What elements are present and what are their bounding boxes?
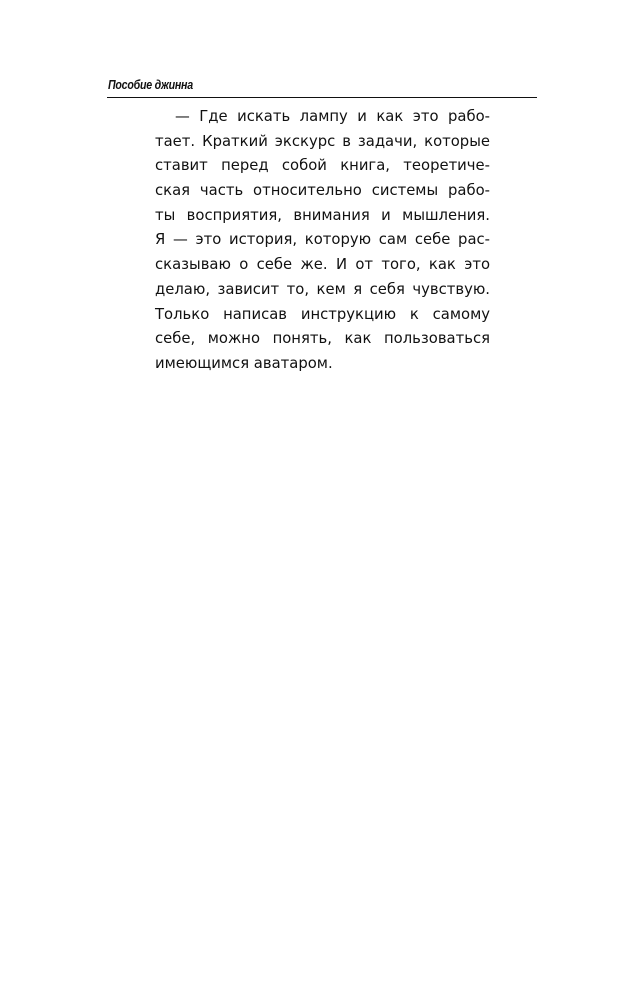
text-line: сказываю о себе же. И от того, как это: [155, 256, 490, 274]
running-head-title: Пособие джинна: [108, 77, 193, 92]
text-line: себе, можно понять, как пользоваться: [155, 330, 490, 348]
text-line: ставит перед собой книга, теоретиче-: [155, 157, 490, 175]
text-line: Только написав инструкцию к самому: [155, 305, 490, 323]
text-line: — Где искать лампу и как это рабо-: [175, 108, 490, 125]
text-line: имеющимся аватаром.: [155, 354, 333, 372]
text-line: ская часть относительно системы рабо-: [155, 182, 490, 200]
text-line: тает. Краткий экскурс в задачи, которые: [155, 132, 490, 150]
text-line: ты восприятия, внимания и мышления.: [155, 206, 490, 224]
body-paragraph: [155, 105, 490, 377]
text-line: делаю, зависит то, кем я себя чувствую.: [155, 280, 490, 298]
text-line: Я — это история, которую сам себе рас-: [155, 231, 490, 249]
header-rule: [107, 97, 537, 98]
